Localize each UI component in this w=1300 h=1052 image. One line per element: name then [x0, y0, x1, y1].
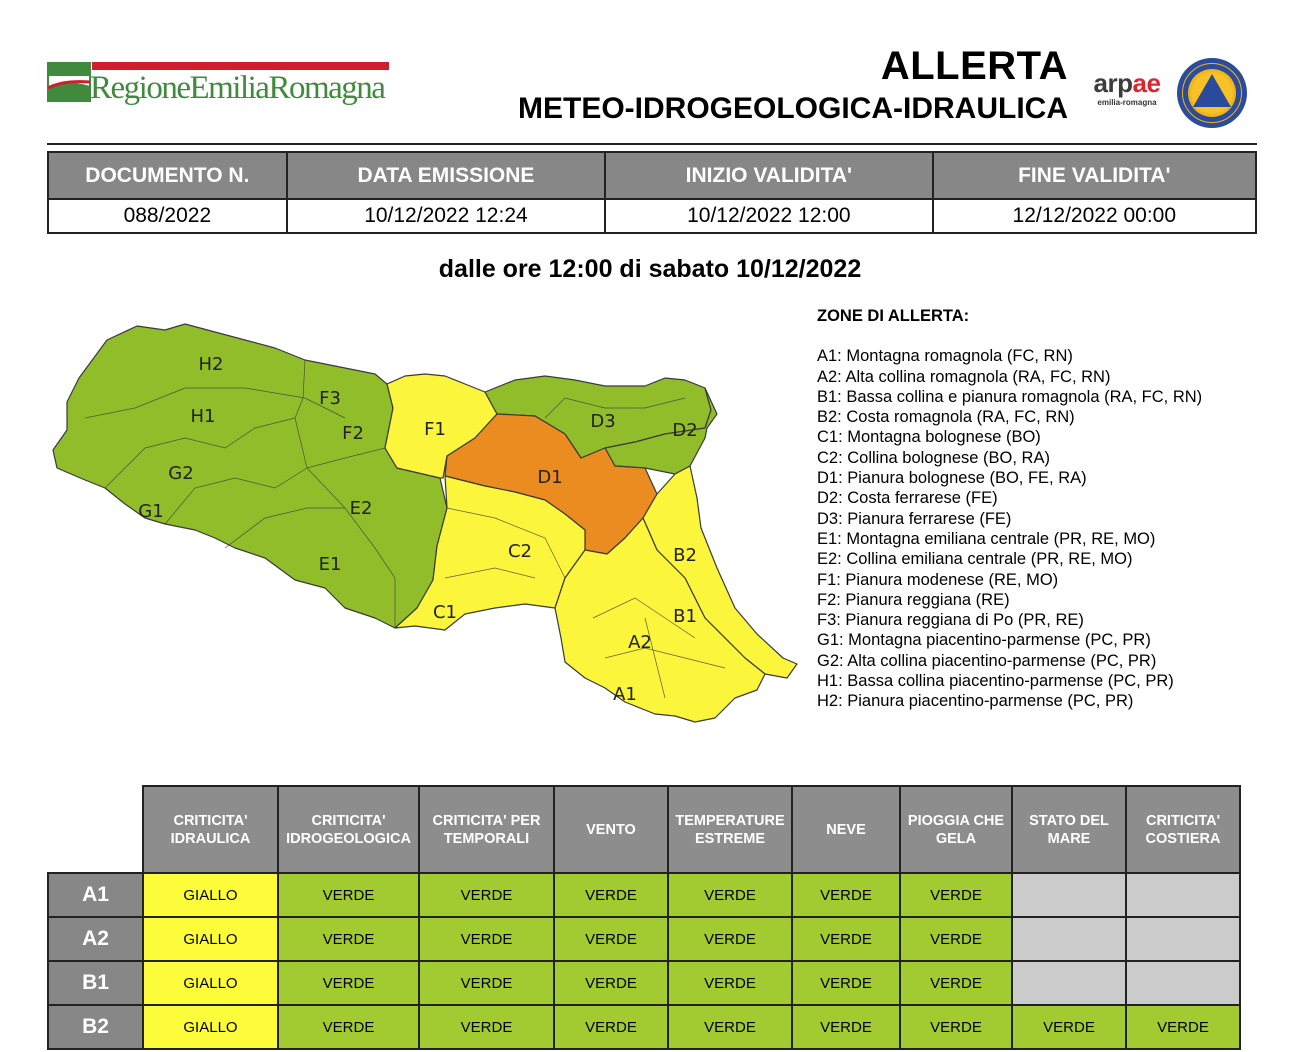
table-row: [48, 873, 1240, 917]
status-cell: VERDE: [668, 873, 792, 917]
map-label-b2: B2: [673, 545, 697, 566]
status-cell: VERDE: [1126, 1005, 1240, 1049]
map-label-c1: C1: [432, 602, 458, 623]
region-wordmark: RegioneEmiliaRomagna: [90, 70, 385, 106]
col-header-line: CRITICITA': [1145, 812, 1221, 829]
col-header-line: NEVE: [826, 821, 866, 838]
map-label-b1: B1: [673, 606, 697, 627]
protezione-civile-logo-icon: [1176, 57, 1248, 129]
status-cell: VERDE: [668, 961, 792, 1005]
legend-item: F2: Pianura reggiana (RE): [817, 590, 1010, 609]
status-cell: VERDE: [554, 961, 668, 1005]
col-header-stato-del-mare: [1012, 786, 1126, 873]
status-cell: GIALLO: [143, 917, 278, 961]
validity-start-header: INIZIO VALIDITA': [605, 152, 932, 199]
legend-item: H2: Pianura piacentino-parmense (PC, PR): [817, 692, 1134, 711]
issue-date-value: 10/12/2022 12:24: [287, 199, 605, 233]
legend-item: C2: Collina bolognese (BO, RA): [817, 448, 1050, 467]
arpae-part1: arp: [1093, 68, 1133, 98]
col-header-criticita-idrogeologica: [278, 786, 419, 873]
map-label-f1: F1: [424, 419, 446, 440]
map-label-a2: A2: [628, 632, 652, 653]
col-header-pioggia-che-gela: [900, 786, 1012, 873]
col-header-line: PIOGGIA CHE: [907, 812, 1005, 829]
arpae-part2: ae: [1132, 68, 1161, 98]
status-cell: VERDE: [278, 873, 419, 917]
status-cell: VERDE: [554, 873, 668, 917]
status-cell: VERDE: [1012, 1005, 1126, 1049]
col-header-line: IDROGEOLOGICA: [286, 830, 411, 847]
status-cell: VERDE: [419, 961, 554, 1005]
status-cell: VERDE: [792, 961, 900, 1005]
status-cell: VERDE: [668, 1005, 792, 1049]
document-number-header: DOCUMENTO N.: [48, 152, 287, 199]
zones-legend: [817, 306, 1202, 712]
status-cell: VERDE: [900, 873, 1012, 917]
map-label-h2: H2: [198, 354, 224, 375]
map-label-h1: H1: [190, 406, 216, 427]
status-cell: VERDE: [792, 917, 900, 961]
status-cell-empty: [1126, 873, 1240, 917]
zone-cell: B2: [48, 1005, 143, 1049]
legend-item: F3: Pianura reggiana di Po (PR, RE): [817, 611, 1084, 630]
legend-item: D3: Pianura ferrarese (FE): [817, 509, 1012, 528]
zone-west-green: [53, 324, 447, 628]
map-label-d3: D3: [590, 411, 616, 432]
col-header-criticita-costiera: [1126, 786, 1240, 873]
validity-start-value: 10/12/2022 12:00: [605, 199, 932, 233]
document-info-value-row: [48, 199, 1256, 233]
map-label-e1: E1: [318, 554, 342, 575]
status-cell: VERDE: [900, 917, 1012, 961]
status-cell: VERDE: [419, 1005, 554, 1049]
status-cell: VERDE: [419, 917, 554, 961]
arpae-logo: [1086, 68, 1168, 107]
map-label-a1: A1: [613, 684, 637, 705]
col-header-criticita-temporali: [419, 786, 554, 873]
page-subtitle: METEO-IDROGEOLOGICA-IDRAULICA: [518, 92, 1068, 125]
map-label-f2: F2: [342, 423, 364, 444]
col-header-line: STATO DEL: [1029, 812, 1109, 829]
status-cell-empty: [1126, 961, 1240, 1005]
legend-item: E2: Collina emiliana centrale (PR, RE, MO): [817, 550, 1133, 569]
arpae-wordmark: [1086, 68, 1168, 98]
alert-zones-map: [45, 318, 805, 738]
legend-item: H1: Bassa collina piacentino-parmense (PC, PR): [817, 672, 1174, 691]
legend-item: G1: Montagna piacentino-parmense (PC, PR): [817, 631, 1151, 650]
legend-item: C1: Montagna bolognese (BO): [817, 428, 1041, 447]
col-header-line: COSTIERA: [1145, 830, 1221, 847]
document-info-table: [47, 151, 1257, 234]
status-cell: VERDE: [792, 1005, 900, 1049]
zone-cell: B1: [48, 961, 143, 1005]
header-divider: [47, 143, 1257, 145]
status-cell: VERDE: [900, 1005, 1012, 1049]
status-cell: VERDE: [419, 873, 554, 917]
col-header-line: TEMPERATURE: [675, 812, 785, 829]
status-cell: GIALLO: [143, 1005, 278, 1049]
page-title: ALLERTA: [880, 44, 1068, 88]
status-cell: VERDE: [278, 917, 419, 961]
document-number-value: 088/2022: [48, 199, 287, 233]
table-row: [48, 1005, 1240, 1049]
validity-subtitle: dalle ore 12:00 di sabato 10/12/2022: [438, 255, 862, 283]
status-cell: VERDE: [278, 1005, 419, 1049]
status-cell: VERDE: [792, 873, 900, 917]
legend-item: A1: Montagna romagnola (FC, RN): [817, 347, 1073, 366]
map-label-d1: D1: [537, 467, 563, 488]
issue-date-header: DATA EMISSIONE: [287, 152, 605, 199]
map-label-c2: C2: [507, 541, 533, 562]
status-cell: GIALLO: [143, 873, 278, 917]
col-header-line: TEMPORALI: [443, 830, 530, 847]
col-header-line: MARE: [1047, 830, 1091, 847]
status-cell: VERDE: [668, 917, 792, 961]
col-header-temperature-estreme: [668, 786, 792, 873]
col-header-line: ESTREME: [694, 830, 766, 847]
status-cell: VERDE: [554, 1005, 668, 1049]
col-header-line: CRITICITA': [311, 812, 386, 829]
status-cell-empty: [1012, 917, 1126, 961]
legend-item: B1: Bassa collina e pianura romagnola (RA, FC, RN): [817, 387, 1203, 406]
col-header-vento: [554, 786, 668, 873]
col-header-line: GELA: [935, 830, 977, 847]
status-cell-empty: [1126, 917, 1240, 961]
legend-item: F1: Pianura modenese (RE, MO): [817, 570, 1059, 589]
status-cell-empty: [1012, 961, 1126, 1005]
arpae-subtext: emilia-romagna: [1097, 98, 1157, 107]
corner-cell: [48, 786, 143, 873]
legend-title: ZONE DI ALLERTA:: [817, 307, 970, 325]
map-label-d2: D2: [672, 420, 698, 441]
legend-item: A2: Alta collina romagnola (RA, FC, RN): [817, 367, 1111, 386]
legend-item: B2: Costa romagnola (RA, FC, RN): [817, 408, 1075, 427]
criticita-table: [47, 785, 1241, 1050]
document-info-header-row: [48, 152, 1256, 199]
regione-emilia-romagna-logo: [47, 62, 390, 108]
status-cell: VERDE: [278, 961, 419, 1005]
col-header-criticita-idraulica: [143, 786, 278, 873]
status-cell: VERDE: [554, 917, 668, 961]
criticita-header-row: [48, 786, 1240, 873]
legend-item: D2: Costa ferrarese (FE): [817, 489, 998, 508]
legend-item: G2: Alta collina piacentino-parmense (PC, PR): [817, 651, 1157, 670]
col-header-line: CRITICITA': [173, 812, 248, 829]
status-cell: GIALLO: [143, 961, 278, 1005]
legend-item: D1: Pianura bolognese (BO, FE, RA): [817, 469, 1087, 488]
map-label-f3: F3: [319, 388, 341, 409]
col-header-line: CRITICITA' PER: [432, 812, 541, 829]
validity-end-value: 12/12/2022 00:00: [933, 199, 1256, 233]
col-header-line: IDRAULICA: [170, 830, 251, 847]
map-label-g1: G1: [138, 501, 164, 522]
validity-end-header: FINE VALIDITA': [933, 152, 1256, 199]
logo-red-bar: [92, 62, 389, 70]
col-header-line: VENTO: [586, 821, 636, 838]
status-cell: VERDE: [900, 961, 1012, 1005]
legend-item: E1: Montagna emiliana centrale (PR, RE, MO): [817, 529, 1156, 548]
map-label-g2: G2: [168, 463, 194, 484]
map-label-e2: E2: [349, 498, 373, 519]
status-cell-empty: [1012, 873, 1126, 917]
col-header-neve: [792, 786, 900, 873]
table-row: [48, 961, 1240, 1005]
zone-cell: A2: [48, 917, 143, 961]
table-row: [48, 917, 1240, 961]
regione-flag-icon: [47, 62, 91, 102]
zone-cell: A1: [48, 873, 143, 917]
